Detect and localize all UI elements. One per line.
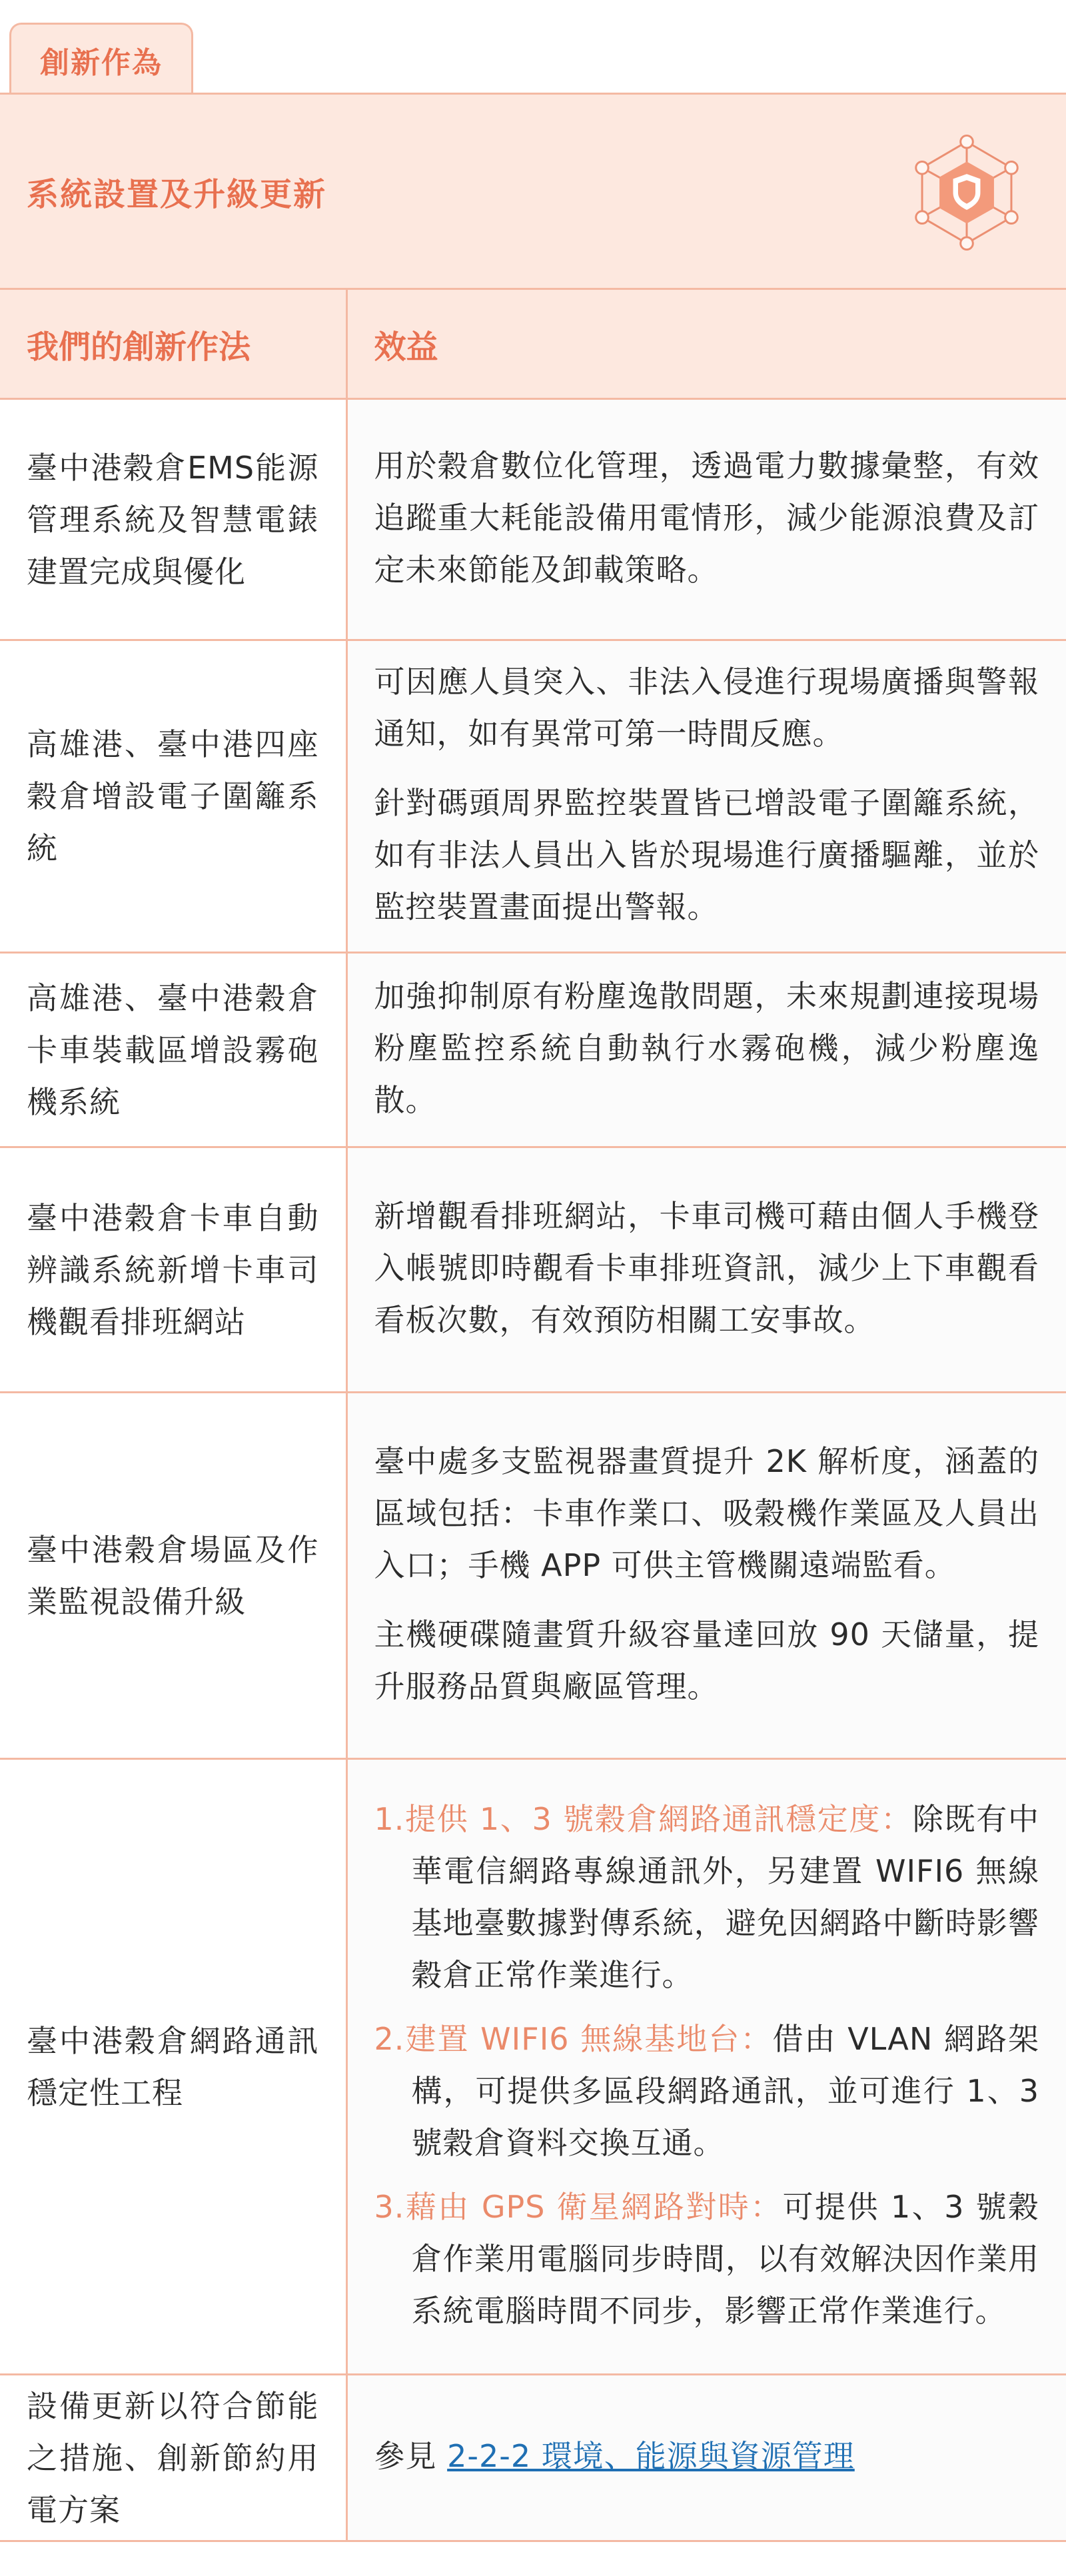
approach-cell: 設備更新以符合節能之措施、創新節約用電方案 (0, 2375, 346, 2541)
approach-cell: 臺中港穀倉場區及作業監視設備升級 (0, 1393, 346, 1759)
table-row (0, 1759, 1066, 2375)
innovation-table (0, 288, 1066, 2542)
benefit-cell (346, 640, 1066, 953)
section-header (0, 95, 1066, 288)
approach-cell: 臺中港穀倉EMS能源管理系統及智慧電錶建置完成與優化 (0, 399, 346, 640)
benefit-cell (346, 2375, 1066, 2541)
benefit-cell (346, 1759, 1066, 2375)
benefit-text: 可因應人員突入、非法入侵進行現場廣播與警報通知，如有異常可第一時間反應。 (374, 664, 1039, 752)
tab-bar (0, 0, 1066, 95)
table-header-row (0, 289, 1066, 399)
shield-network-icon (905, 131, 1029, 255)
benefit-cell (346, 399, 1066, 640)
item-heading: 建置 WIFI6 無線基地台： (404, 2020, 773, 2057)
section-title: 系統設置及升級更新 (27, 175, 327, 213)
table-row (0, 1393, 1066, 1759)
list-item (374, 2181, 1040, 2337)
approach-cell: 高雄港、臺中港四座穀倉增設電子圍籬系統 (0, 640, 346, 953)
column-header-benefit: 效益 (346, 289, 1066, 399)
list-item (374, 1793, 1040, 2001)
item-text: 可提供 1、3 號穀倉作業用電腦同步時間，以有效解決因作業用系統電腦時間不同步，影響正常作業進行。 (411, 2188, 1040, 2329)
benefit-text (374, 2430, 1040, 2482)
tab-innovation[interactable] (9, 23, 193, 95)
benefit-text: 臺中處多支監視器畫質提升 2K 解析度，涵蓋的區域包括：卡車作業口、吸穀機作業區及人員出入口；手機 APP 可供主管機關遠端監看。 (374, 1443, 1039, 1583)
benefit-list (374, 1793, 1040, 2337)
benefit-text: 加強抑制原有粉塵逸散問題，未來規劃連接現場粉塵監控系統自動執行水霧砲機，減少粉塵逸散。 (374, 977, 1039, 1118)
item-number: 2. (374, 2020, 405, 2057)
table-row (0, 953, 1066, 1147)
reference-link[interactable]: 2-2-2 環境、能源與資源管理 (447, 2437, 855, 2474)
item-number: 3. (374, 2188, 405, 2225)
item-number: 1. (374, 1800, 405, 1837)
item-heading: 提供 1、3 號穀倉網路通訊穩定度： (404, 1800, 913, 1837)
benefit-cell (346, 1147, 1066, 1393)
table-row (0, 1147, 1066, 1393)
benefit-text: 主機硬碟隨畫質升級容量達回放 90 天儲量，提升服務品質與廠區管理。 (374, 1616, 1039, 1704)
approach-cell: 臺中港穀倉卡車自動辨識系統新增卡車司機觀看排班網站 (0, 1147, 346, 1393)
benefit-text: 新增觀看排班網站，卡車司機可藉由個人手機登入帳號即時觀看卡車排班資訊，減少上下車觀看看板次數，有效預防相關工安事故。 (374, 1197, 1039, 1338)
benefit-text: 針對碼頭周界監控裝置皆已增設電子圍籬系統，如有非法人員出入皆於現場進行廣播驅離，並於監控裝置畫面提出警報。 (374, 785, 1039, 925)
approach-cell: 高雄港、臺中港穀倉卡車裝載區增設霧砲機系統 (0, 953, 346, 1147)
table-row (0, 2375, 1066, 2541)
benefit-text: 用於穀倉數位化管理，透過電力數據彙整，有效追蹤重大耗能設備用電情形，減少能源浪費及訂定未來節能及卸載策略。 (374, 447, 1039, 588)
item-text: 借由 VLAN 網路架構，可提供多區段網路通訊，並可進行 1、3 號穀倉資料交換互通。 (411, 2020, 1039, 2161)
table-row (0, 399, 1066, 640)
approach-cell: 臺中港穀倉網路通訊穩定性工程 (0, 1759, 346, 2375)
table-row (0, 640, 1066, 953)
item-heading: 藉由 GPS 衛星網路對時： (404, 2188, 783, 2225)
reference-prefix: 參見 (374, 2437, 448, 2474)
item-text: 除既有中華電信網路專線通訊外，另建置 WIFI6 無線基地臺數據對傳系統，避免因網路中斷時影響穀倉正常作業進行。 (411, 1800, 1040, 1993)
tab-label: 創新作為 (40, 45, 163, 80)
benefit-cell (346, 953, 1066, 1147)
list-item (374, 2013, 1040, 2169)
benefit-cell (346, 1393, 1066, 1759)
column-header-approach: 我們的創新作法 (0, 289, 346, 399)
